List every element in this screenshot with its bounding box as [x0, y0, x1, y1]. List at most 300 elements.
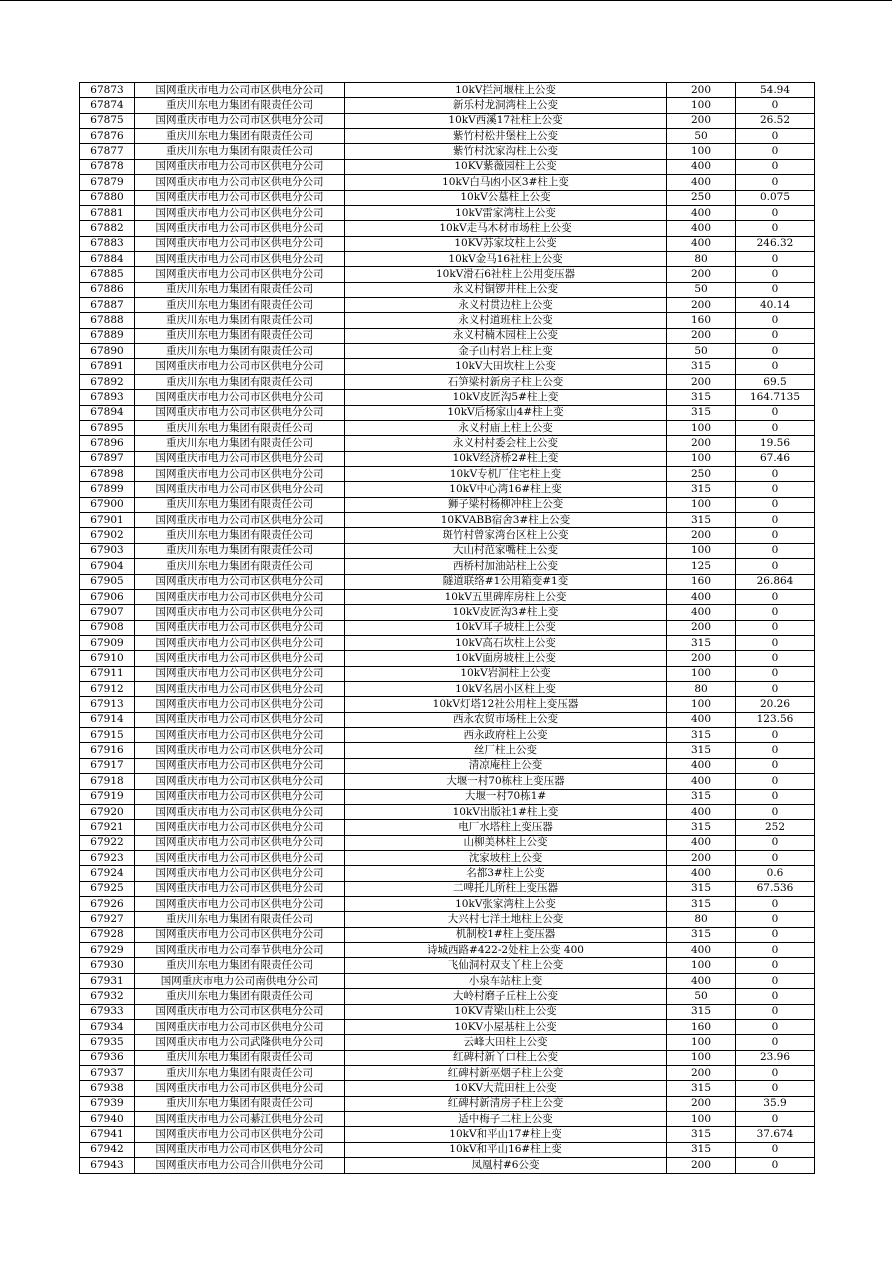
- station-name-cell: 10kV后杨家山4#柱上变: [345, 405, 667, 420]
- value-cell: 0: [736, 313, 815, 328]
- capacity-cell: 400: [667, 221, 736, 236]
- value-cell: 26.864: [736, 574, 815, 589]
- capacity-cell: 100: [667, 1035, 736, 1050]
- table-row: [80, 789, 815, 804]
- company-cell: 重庆川东电力集团有限责任公司: [135, 282, 345, 297]
- capacity-cell: 400: [667, 589, 736, 604]
- capacity-cell: 315: [667, 513, 736, 528]
- value-cell: 0: [736, 420, 815, 435]
- row-id-cell: 67940: [80, 1112, 135, 1127]
- capacity-cell: 100: [667, 697, 736, 712]
- company-cell: 国网重庆市电力公司市区供电分公司: [135, 774, 345, 789]
- value-cell: 0: [736, 973, 815, 988]
- station-name-cell: 10kV张家湾柱上公变: [345, 897, 667, 912]
- capacity-cell: 100: [667, 666, 736, 681]
- value-cell: 0: [736, 958, 815, 973]
- station-name-cell: 二啤托儿所柱上变压器: [345, 881, 667, 896]
- value-cell: 0: [736, 651, 815, 666]
- company-cell: 国网重庆市电力公司市区供电分公司: [135, 113, 345, 128]
- company-cell: 重庆川东电力集团有限责任公司: [135, 298, 345, 313]
- station-name-cell: 石笋梁村新房子柱上公变: [345, 374, 667, 389]
- company-cell: 国网重庆市电力公司市区供电分公司: [135, 897, 345, 912]
- capacity-cell: 250: [667, 190, 736, 205]
- row-id-cell: 67922: [80, 835, 135, 850]
- row-id-cell: 67893: [80, 390, 135, 405]
- row-id-cell: 67931: [80, 973, 135, 988]
- value-cell: 0: [736, 666, 815, 681]
- value-cell: 0.075: [736, 190, 815, 205]
- station-name-cell: 红碑村新清房子柱上公变: [345, 1096, 667, 1111]
- station-name-cell: 10kV走马木材市场柱上公变: [345, 221, 667, 236]
- capacity-cell: 200: [667, 1158, 736, 1173]
- station-name-cell: 10kV专机厂住宅柱上变: [345, 466, 667, 481]
- capacity-cell: 200: [667, 651, 736, 666]
- company-cell: 国网重庆市电力公司奉节供电分公司: [135, 943, 345, 958]
- row-id-cell: 67890: [80, 344, 135, 359]
- station-name-cell: 10KVABB宿舍3#柱上公变: [345, 513, 667, 528]
- table-row: [80, 1050, 815, 1065]
- capacity-cell: 315: [667, 359, 736, 374]
- table-row: [80, 866, 815, 881]
- company-cell: 重庆川东电力集团有限责任公司: [135, 328, 345, 343]
- station-name-cell: 10kV五里碑库房柱上公变: [345, 589, 667, 604]
- table-row: [80, 528, 815, 543]
- capacity-cell: 400: [667, 159, 736, 174]
- station-name-cell: 10kV滑石6社柱上公用变压器: [345, 267, 667, 282]
- company-cell: 国网重庆市电力公司市区供电分公司: [135, 804, 345, 819]
- row-id-cell: 67937: [80, 1066, 135, 1081]
- capacity-cell: 250: [667, 466, 736, 481]
- value-cell: 37.674: [736, 1127, 815, 1142]
- station-name-cell: 10kV白马凼小区3#柱上变: [345, 175, 667, 190]
- company-cell: 重庆川东电力集团有限责任公司: [135, 98, 345, 113]
- table-row: [80, 820, 815, 835]
- value-cell: 0: [736, 682, 815, 697]
- station-name-cell: 小泉车站柱上变: [345, 973, 667, 988]
- row-id-cell: 67943: [80, 1158, 135, 1173]
- capacity-cell: 200: [667, 267, 736, 282]
- table-row: [80, 1142, 815, 1157]
- row-id-cell: 67926: [80, 897, 135, 912]
- table-row: [80, 113, 815, 128]
- station-name-cell: 云峰大田柱上公变: [345, 1035, 667, 1050]
- capacity-cell: 315: [667, 1081, 736, 1096]
- value-cell: 19.56: [736, 436, 815, 451]
- station-name-cell: 10KV苏家坟柱上公变: [345, 236, 667, 251]
- row-id-cell: 67917: [80, 758, 135, 773]
- capacity-cell: 400: [667, 175, 736, 190]
- company-cell: 国网重庆市电力公司市区供电分公司: [135, 1081, 345, 1096]
- value-cell: 0: [736, 620, 815, 635]
- station-name-cell: 斑竹村曾家湾台区柱上公变: [345, 528, 667, 543]
- table-row: [80, 1066, 815, 1081]
- capacity-cell: 50: [667, 989, 736, 1004]
- capacity-cell: 100: [667, 144, 736, 159]
- capacity-cell: 315: [667, 743, 736, 758]
- value-cell: 0: [736, 1035, 815, 1050]
- value-cell: 0: [736, 927, 815, 942]
- station-name-cell: 丝厂柱上公变: [345, 743, 667, 758]
- station-name-cell: 10KV大荒田柱上公变: [345, 1081, 667, 1096]
- capacity-cell: 400: [667, 605, 736, 620]
- station-name-cell: 诗城西路#422-2处柱上公变 400: [345, 943, 667, 958]
- company-cell: 国网重庆市电力公司市区供电分公司: [135, 927, 345, 942]
- company-cell: 国网重庆市电力公司市区供电分公司: [135, 712, 345, 727]
- capacity-cell: 200: [667, 850, 736, 865]
- capacity-cell: 80: [667, 682, 736, 697]
- value-cell: 0: [736, 835, 815, 850]
- station-name-cell: 10kV公墓柱上公变: [345, 190, 667, 205]
- table-row: [80, 912, 815, 927]
- station-name-cell: 金子山村岩上柱上变: [345, 344, 667, 359]
- station-name-cell: 10kV和平山17#柱上变: [345, 1127, 667, 1142]
- capacity-cell: 50: [667, 282, 736, 297]
- station-name-cell: 10kV西溪17社柱上公变: [345, 113, 667, 128]
- value-cell: 0: [736, 589, 815, 604]
- value-cell: 0: [736, 528, 815, 543]
- company-cell: 重庆川东电力集团有限责任公司: [135, 344, 345, 359]
- station-name-cell: 红碑村新巫烟子柱上公变: [345, 1066, 667, 1081]
- value-cell: 0: [736, 497, 815, 512]
- table-row: [80, 313, 815, 328]
- table-row: [80, 251, 815, 266]
- row-id-cell: 67913: [80, 697, 135, 712]
- capacity-cell: 315: [667, 1004, 736, 1019]
- company-cell: 国网重庆市电力公司市区供电分公司: [135, 251, 345, 266]
- company-cell: 国网重庆市电力公司市区供电分公司: [135, 1004, 345, 1019]
- company-cell: 重庆川东电力集团有限责任公司: [135, 1050, 345, 1065]
- capacity-cell: 200: [667, 1096, 736, 1111]
- capacity-cell: 315: [667, 1127, 736, 1142]
- row-id-cell: 67906: [80, 589, 135, 604]
- capacity-cell: 200: [667, 83, 736, 98]
- table-row: [80, 1096, 815, 1111]
- station-name-cell: 大堰一村70栋柱上变压器: [345, 774, 667, 789]
- table-row: [80, 989, 815, 1004]
- value-cell: 0: [736, 897, 815, 912]
- value-cell: 35.9: [736, 1096, 815, 1111]
- company-cell: 重庆川东电力集团有限责任公司: [135, 436, 345, 451]
- row-id-cell: 67880: [80, 190, 135, 205]
- capacity-cell: 100: [667, 98, 736, 113]
- row-id-cell: 67876: [80, 129, 135, 144]
- station-name-cell: 狮子梁村杨柳冲柱上公变: [345, 497, 667, 512]
- station-name-cell: 大岭村磨子丘柱上公变: [345, 989, 667, 1004]
- company-cell: 国网重庆市电力公司市区供电分公司: [135, 574, 345, 589]
- company-cell: 重庆川东电力集团有限责任公司: [135, 912, 345, 927]
- station-name-cell: 机制校1#柱上变压器: [345, 927, 667, 942]
- table-row: [80, 328, 815, 343]
- row-id-cell: 67911: [80, 666, 135, 681]
- row-id-cell: 67933: [80, 1004, 135, 1019]
- capacity-cell: 400: [667, 205, 736, 220]
- company-cell: 重庆川东电力集团有限责任公司: [135, 129, 345, 144]
- company-cell: 国网重庆市电力公司市区供电分公司: [135, 451, 345, 466]
- value-cell: 0: [736, 205, 815, 220]
- station-name-cell: 10kV和平山16#柱上变: [345, 1142, 667, 1157]
- row-id-cell: 67927: [80, 912, 135, 927]
- row-id-cell: 67921: [80, 820, 135, 835]
- row-id-cell: 67877: [80, 144, 135, 159]
- table-row: [80, 344, 815, 359]
- capacity-cell: 100: [667, 958, 736, 973]
- row-id-cell: 67928: [80, 927, 135, 942]
- value-cell: 23.96: [736, 1050, 815, 1065]
- company-cell: 国网重庆市电力公司市区供电分公司: [135, 221, 345, 236]
- company-cell: 国网重庆市电力公司市区供电分公司: [135, 789, 345, 804]
- capacity-cell: 400: [667, 774, 736, 789]
- station-name-cell: 山柳美林柱上公变: [345, 835, 667, 850]
- row-id-cell: 67915: [80, 728, 135, 743]
- row-id-cell: 67888: [80, 313, 135, 328]
- station-name-cell: 永义村庙上柱上公变: [345, 420, 667, 435]
- table-row: [80, 620, 815, 635]
- capacity-cell: 100: [667, 451, 736, 466]
- value-cell: 40.14: [736, 298, 815, 313]
- table-row: [80, 390, 815, 405]
- table-row: [80, 804, 815, 819]
- capacity-cell: 160: [667, 574, 736, 589]
- capacity-cell: 160: [667, 1019, 736, 1034]
- table-row: [80, 1004, 815, 1019]
- row-id-cell: 67919: [80, 789, 135, 804]
- table-row: [80, 850, 815, 865]
- value-cell: 0: [736, 758, 815, 773]
- capacity-cell: 100: [667, 497, 736, 512]
- value-cell: 0: [736, 175, 815, 190]
- company-cell: 重庆川东电力集团有限责任公司: [135, 528, 345, 543]
- value-cell: 26.52: [736, 113, 815, 128]
- value-cell: 67.46: [736, 451, 815, 466]
- company-cell: 国网重庆市电力公司市区供电分公司: [135, 635, 345, 650]
- company-cell: 国网重庆市电力公司市区供电分公司: [135, 236, 345, 251]
- table-row: [80, 1081, 815, 1096]
- transformer-table: [79, 82, 815, 1174]
- station-name-cell: 10kV大田坎柱上公变: [345, 359, 667, 374]
- station-name-cell: 10kV皮匠沟5#柱上变: [345, 390, 667, 405]
- company-cell: 重庆川东电力集团有限责任公司: [135, 559, 345, 574]
- table-row: [80, 651, 815, 666]
- station-name-cell: 10kV拦河堰柱上公变: [345, 83, 667, 98]
- row-id-cell: 67929: [80, 943, 135, 958]
- station-name-cell: 清凉庵柱上公变: [345, 758, 667, 773]
- table-row: [80, 129, 815, 144]
- table-row: [80, 420, 815, 435]
- row-id-cell: 67912: [80, 682, 135, 697]
- row-id-cell: 67904: [80, 559, 135, 574]
- row-id-cell: 67873: [80, 83, 135, 98]
- company-cell: 国网重庆市电力公司市区供电分公司: [135, 682, 345, 697]
- capacity-cell: 125: [667, 559, 736, 574]
- row-id-cell: 67886: [80, 282, 135, 297]
- station-name-cell: 永义村铜锣井柱上公变: [345, 282, 667, 297]
- station-name-cell: 10kV名居小区柱上变: [345, 682, 667, 697]
- row-id-cell: 67924: [80, 866, 135, 881]
- company-cell: 国网重庆市电力公司市区供电分公司: [135, 1142, 345, 1157]
- table-row: [80, 159, 815, 174]
- row-id-cell: 67939: [80, 1096, 135, 1111]
- value-cell: 0: [736, 804, 815, 819]
- table-row: [80, 758, 815, 773]
- row-id-cell: 67883: [80, 236, 135, 251]
- capacity-cell: 315: [667, 881, 736, 896]
- table-row: [80, 728, 815, 743]
- value-cell: 0: [736, 559, 815, 574]
- value-cell: 0: [736, 482, 815, 497]
- capacity-cell: 315: [667, 635, 736, 650]
- value-cell: 0: [736, 344, 815, 359]
- value-cell: 0: [736, 1112, 815, 1127]
- value-cell: 0: [736, 1004, 815, 1019]
- row-id-cell: 67899: [80, 482, 135, 497]
- station-name-cell: 西永农贸市场柱上公变: [345, 712, 667, 727]
- table-row: [80, 697, 815, 712]
- company-cell: 重庆川东电力集团有限责任公司: [135, 1096, 345, 1111]
- company-cell: 国网重庆市电力公司合川供电分公司: [135, 1158, 345, 1173]
- table-row: [80, 973, 815, 988]
- row-id-cell: 67875: [80, 113, 135, 128]
- table-row: [80, 835, 815, 850]
- row-id-cell: 67941: [80, 1127, 135, 1142]
- capacity-cell: 200: [667, 528, 736, 543]
- table-row: [80, 451, 815, 466]
- row-id-cell: 67902: [80, 528, 135, 543]
- capacity-cell: 400: [667, 973, 736, 988]
- capacity-cell: 200: [667, 113, 736, 128]
- row-id-cell: 67896: [80, 436, 135, 451]
- table-row: [80, 682, 815, 697]
- table-row: [80, 1112, 815, 1127]
- value-cell: 0: [736, 605, 815, 620]
- station-name-cell: 隧道联络#1公用箱变#1变: [345, 574, 667, 589]
- table-row: [80, 1158, 815, 1173]
- station-name-cell: 10kV耳子坡柱上公变: [345, 620, 667, 635]
- row-id-cell: 67889: [80, 328, 135, 343]
- table-row: [80, 712, 815, 727]
- capacity-cell: 200: [667, 328, 736, 343]
- capacity-cell: 400: [667, 712, 736, 727]
- capacity-cell: 400: [667, 804, 736, 819]
- capacity-cell: 400: [667, 835, 736, 850]
- table-row: [80, 497, 815, 512]
- row-id-cell: 67923: [80, 850, 135, 865]
- station-name-cell: 10kV雷家湾柱上公变: [345, 205, 667, 220]
- value-cell: 0: [736, 912, 815, 927]
- table-row: [80, 881, 815, 896]
- table-row: [80, 282, 815, 297]
- station-name-cell: 西桥村加油站柱上公变: [345, 559, 667, 574]
- station-name-cell: 电厂水塔柱上变压器: [345, 820, 667, 835]
- value-cell: 0: [736, 466, 815, 481]
- row-id-cell: 67938: [80, 1081, 135, 1096]
- table-row: [80, 927, 815, 942]
- row-id-cell: 67903: [80, 543, 135, 558]
- row-id-cell: 67914: [80, 712, 135, 727]
- row-id-cell: 67879: [80, 175, 135, 190]
- company-cell: 国网重庆市电力公司武隆供电分公司: [135, 1035, 345, 1050]
- row-id-cell: 67910: [80, 651, 135, 666]
- row-id-cell: 67900: [80, 497, 135, 512]
- station-name-cell: 10kV中心湾16#柱上变: [345, 482, 667, 497]
- company-cell: 重庆川东电力集团有限责任公司: [135, 374, 345, 389]
- company-cell: 重庆川东电力集团有限责任公司: [135, 1066, 345, 1081]
- table-row: [80, 359, 815, 374]
- company-cell: 国网重庆市电力公司市区供电分公司: [135, 390, 345, 405]
- station-name-cell: 10kV高石坎柱上公变: [345, 635, 667, 650]
- value-cell: 0: [736, 221, 815, 236]
- station-name-cell: 永义村贯边柱上公变: [345, 298, 667, 313]
- station-name-cell: 10KV青梁山柱上公变: [345, 1004, 667, 1019]
- company-cell: 国网重庆市电力公司市区供电分公司: [135, 651, 345, 666]
- value-cell: 0: [736, 743, 815, 758]
- row-id-cell: 67936: [80, 1050, 135, 1065]
- value-cell: 0: [736, 359, 815, 374]
- company-cell: 国网重庆市电力公司市区供电分公司: [135, 881, 345, 896]
- company-cell: 国网重庆市电力公司市区供电分公司: [135, 697, 345, 712]
- table-row: [80, 298, 815, 313]
- capacity-cell: 400: [667, 943, 736, 958]
- value-cell: 67.536: [736, 881, 815, 896]
- company-cell: 重庆川东电力集团有限责任公司: [135, 313, 345, 328]
- row-id-cell: 67907: [80, 605, 135, 620]
- row-id-cell: 67905: [80, 574, 135, 589]
- station-name-cell: 适中梅子二柱上公变: [345, 1112, 667, 1127]
- capacity-cell: 200: [667, 374, 736, 389]
- company-cell: 国网重庆市电力公司南供电分公司: [135, 973, 345, 988]
- row-id-cell: 67897: [80, 451, 135, 466]
- capacity-cell: 160: [667, 313, 736, 328]
- capacity-cell: 50: [667, 129, 736, 144]
- station-name-cell: 10kV经济桥2#柱上变: [345, 451, 667, 466]
- table-row: [80, 221, 815, 236]
- station-name-cell: 大堰一村70栋1#: [345, 789, 667, 804]
- company-cell: 重庆川东电力集团有限责任公司: [135, 958, 345, 973]
- station-name-cell: 沈家坡柱上公变: [345, 850, 667, 865]
- row-id-cell: 67891: [80, 359, 135, 374]
- table-row: [80, 466, 815, 481]
- table-row: [80, 236, 815, 251]
- table-row: [80, 144, 815, 159]
- company-cell: 国网重庆市电力公司市区供电分公司: [135, 513, 345, 528]
- company-cell: 国网重庆市电力公司市区供电分公司: [135, 666, 345, 681]
- table-row: [80, 666, 815, 681]
- capacity-cell: 100: [667, 420, 736, 435]
- company-cell: 国网重庆市电力公司市区供电分公司: [135, 175, 345, 190]
- value-cell: 0: [736, 405, 815, 420]
- table-row: [80, 190, 815, 205]
- company-cell: 国网重庆市电力公司市区供电分公司: [135, 743, 345, 758]
- company-cell: 国网重庆市电力公司市区供电分公司: [135, 620, 345, 635]
- station-name-cell: 名都3#柱上公变: [345, 866, 667, 881]
- table-row: [80, 1035, 815, 1050]
- company-cell: 国网重庆市电力公司市区供电分公司: [135, 758, 345, 773]
- station-name-cell: 永义村村委会柱上公变: [345, 436, 667, 451]
- company-cell: 国网重庆市电力公司市区供电分公司: [135, 190, 345, 205]
- station-name-cell: 10kV灯塔12社公用柱上变压器: [345, 697, 667, 712]
- row-id-cell: 67916: [80, 743, 135, 758]
- station-name-cell: 新乐村龙洞湾柱上公变: [345, 98, 667, 113]
- row-id-cell: 67895: [80, 420, 135, 435]
- capacity-cell: 315: [667, 390, 736, 405]
- company-cell: 国网重庆市电力公司市区供电分公司: [135, 359, 345, 374]
- company-cell: 国网重庆市电力公司市区供电分公司: [135, 728, 345, 743]
- row-id-cell: 67882: [80, 221, 135, 236]
- value-cell: 0: [736, 774, 815, 789]
- row-id-cell: 67932: [80, 989, 135, 1004]
- station-name-cell: 10KV紫薇园柱上公变: [345, 159, 667, 174]
- capacity-cell: 315: [667, 405, 736, 420]
- value-cell: 0: [736, 1066, 815, 1081]
